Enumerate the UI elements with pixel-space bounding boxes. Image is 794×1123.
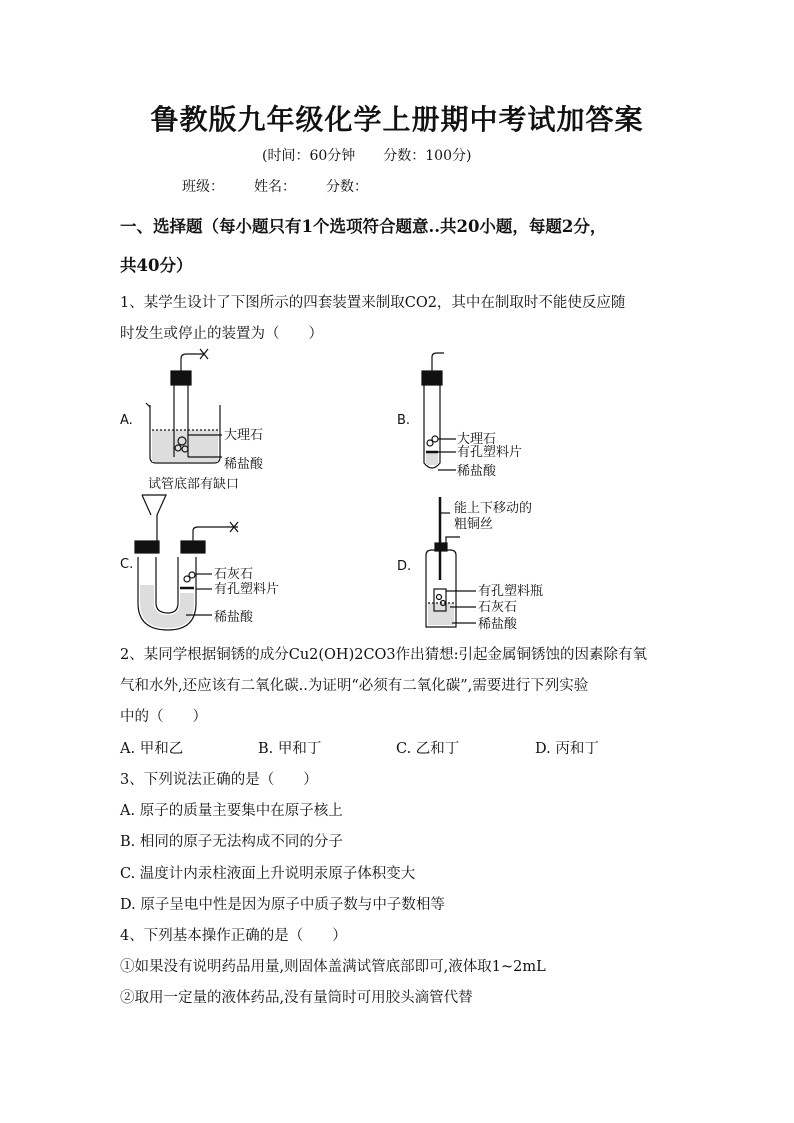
q1-line2: 时发生或停止的装置为（ ） — [120, 326, 323, 342]
fig-a-acid: 稀盐酸 — [224, 457, 264, 472]
q3-option-a: A. 原子的质量主要集中在原子核上 — [120, 803, 343, 819]
score-label: 分数： — [326, 179, 368, 195]
student-info — [182, 176, 398, 196]
page-title: 鲁教版九年级化学上册期中考试加答案 — [150, 103, 644, 136]
q2-line3: 中的（ ） — [120, 709, 207, 725]
exam-time-score: (时间：60分钟 分数：100分) — [262, 148, 472, 164]
q1-line1: 1、某学生设计了下图所示的四套装置来制取CO2，其中在制取时不能使反应随 — [120, 295, 626, 311]
fig-c-limestone: 石灰石 — [214, 567, 254, 582]
fig-c-label: C. — [120, 557, 134, 572]
q4-item-1: ①如果没有说明药品用量,则固体盖满试管底部即可,液体取1~2mL — [120, 959, 546, 975]
fig-b-marble: 大理石 — [457, 432, 497, 447]
fig-d-bottle: 有孔塑料瓶 — [478, 584, 544, 599]
section-heading-line1: 一、选择题（每小题只有1个选项符合题意..共20小题，每题2分， — [120, 217, 607, 236]
class-label: 班级： — [182, 179, 224, 195]
fig-a-marble: 大理石 — [224, 428, 264, 443]
name-label: 姓名： — [254, 179, 296, 195]
apparatus-b — [422, 353, 456, 470]
section-heading-line2: 共40分） — [120, 256, 193, 275]
fig-d-acid: 稀盐酸 — [478, 617, 518, 632]
q4-stem: 4、下列基本操作正确的是（ ） — [120, 928, 347, 944]
fig-b-plate: 有孔塑料片 — [457, 445, 523, 460]
fig-d-limestone: 石灰石 — [478, 600, 518, 615]
fig-a-caption: 试管底部有缺口 — [148, 477, 240, 492]
apparatus-a — [146, 349, 222, 463]
fig-c-plate: 有孔塑料片 — [214, 582, 280, 597]
q2-option-d: D. 丙和丁 — [535, 741, 599, 757]
fig-b-label: B. — [397, 413, 411, 428]
q3-option-c: C. 温度计内汞柱液面上升说明汞原子体积变大 — [120, 866, 416, 882]
q2-line2: 气和水外,还应该有二氧化碳..为证明“必须有二氧化碳”,需要进行下列实验 — [120, 678, 589, 694]
q2-option-b: B. 甲和丁 — [258, 741, 322, 757]
q3-option-d: D. 原子呈电中性是因为原子中质子数与中子数相等 — [120, 897, 445, 913]
fig-d-wire2: 粗铜丝 — [454, 517, 494, 532]
q3-option-b: B. 相同的原子无法构成不同的分子 — [120, 834, 343, 850]
q2-line1: 2、某同学根据铜锈的成分Cu2(OH)2CO3作出猜想:引起金属铜锈蚀的因素除有氧 — [120, 647, 648, 663]
q2-option-c: C. 乙和丁 — [396, 741, 460, 757]
fig-d-label: D. — [397, 559, 412, 574]
q2-option-a: A. 甲和乙 — [120, 741, 184, 757]
q3-stem: 3、下列说法正确的是（ ） — [120, 772, 318, 788]
fig-c-acid: 稀盐酸 — [214, 610, 254, 625]
fig-d-wire1: 能上下移动的 — [454, 501, 533, 516]
fig-b-acid: 稀盐酸 — [457, 464, 497, 479]
q1-apparatus-figure — [110, 345, 580, 640]
q4-item-2: ②取用一定量的液体药品,没有量筒时可用胶头滴管代替 — [120, 990, 473, 1006]
fig-a-label: A. — [120, 413, 133, 428]
